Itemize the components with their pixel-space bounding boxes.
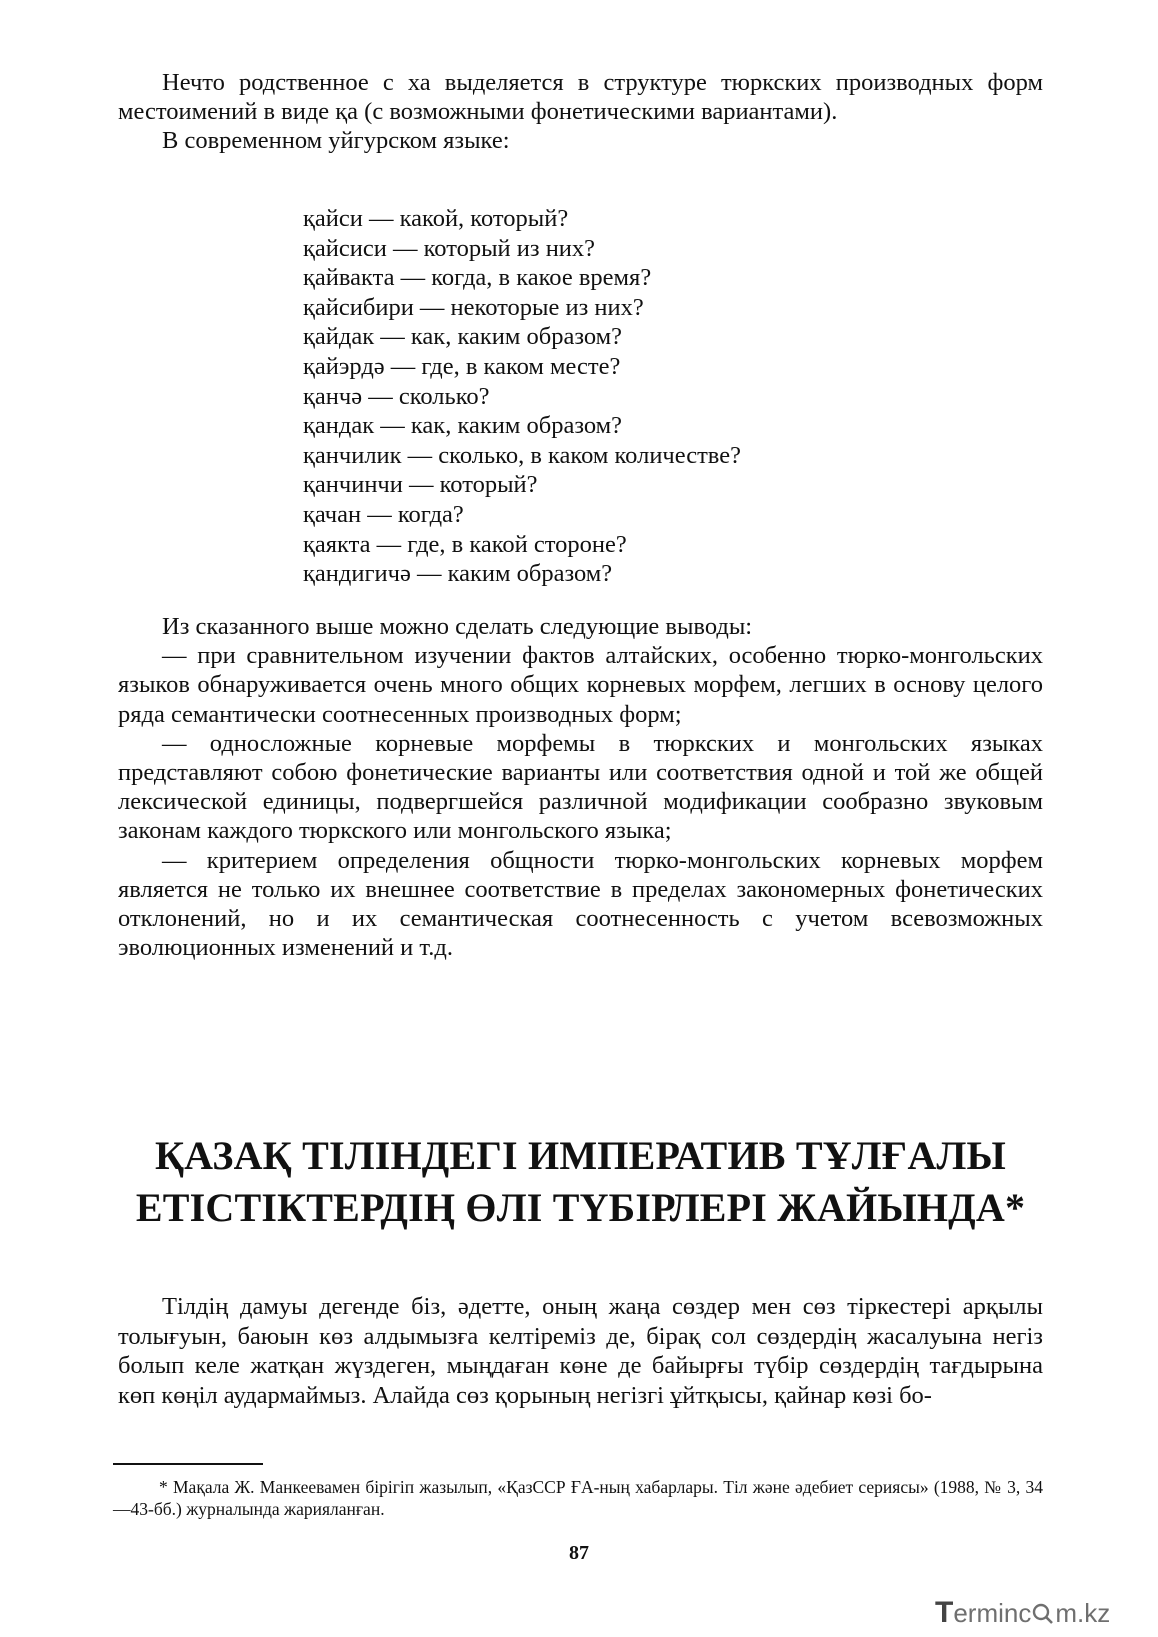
list-item: қанчинчи — который? xyxy=(303,471,538,499)
page-number: 87 xyxy=(569,1542,589,1564)
conclusions-lead: Из сказанного выше можно сделать следующие выводы: xyxy=(162,613,753,640)
watermark-logo xyxy=(935,1595,1145,1631)
list-item: қандак — как, каким образом? xyxy=(303,412,623,440)
footnote: * Мақала Ж. Манкеевамен бірігіп жазылып, «ҚазССР ҒА-ның хабарлары. Тіл және әдебиет сериясы» (1988, № 3, 34—43-бб.) журналында жарияланған. xyxy=(113,1477,1043,1519)
list-item: қайвакта — когда, в какое время? xyxy=(303,264,652,292)
conclusions-section xyxy=(118,612,1043,962)
conclusion-item: — односложные корневые морфемы в тюркских и монгольских языках представляют собою фонетические варианты или соответствия одной и той же общей лексической единицы, подвергшейся различной модификации сообразно звуковым законам каждого тюркского или монгольского языка; xyxy=(118,729,1043,845)
magnifier-icon xyxy=(1031,1602,1055,1626)
intro-paragraph: Нечто родственное с ха выделяется в структуре тюркских производных форм местоимений в виде қа (с возможными фонетическими вариантами). xyxy=(118,69,1043,126)
list-item: қанчилик — сколько, в каком количестве? xyxy=(303,441,741,469)
conclusion-item: — критерием определения общности тюрко-монгольских корневых морфем является не только их внешнее соответствие в пределах закономерных фонетических отклонений, но и их семантическая соотнесенность с учетом всевозможных эволюционных изменений и т.д. xyxy=(118,846,1043,962)
list-item: қанчә — сколько? xyxy=(303,382,490,410)
watermark-letter: T xyxy=(935,1596,954,1629)
watermark-text: erminc xyxy=(953,1598,1032,1628)
conclusion-item: — при сравнительном изучении фактов алтайских, особенно тюрко-монгольских языков обнаруживается очень много общих корневых морфем, легших в основу целого ряда семантически соотнесенных производных форм; xyxy=(118,642,1043,728)
list-item: қачан — когда? xyxy=(303,500,464,528)
list-item: қаякта — где, в какой стороне? xyxy=(303,530,627,558)
kazakh-text-section xyxy=(118,1292,1043,1410)
list-item: қайси — какой, который? xyxy=(303,205,569,232)
kazakh-paragraph: Тілдің дамуы дегенде біз, әдетте, оның жаңа сөздер мен сөз тіркестері арқылы толығуын, баюын көз алдымызға келтіреміз де, бірақ сол сөздердің жасалуына негіз болып келе жатқан жүздеген, мыңдаған көне де байырғы түбір сөздердің тағдырына көп көңіл аудармаймыз. Алайда сөз қорының негізгі ұйтқысы, қайнар көзі бо- xyxy=(118,1293,1043,1409)
article-title-line: ЕТІСТІКТЕРДІҢ ӨЛІ ТҮБІРЛЕРІ ЖАЙЫНДА* xyxy=(135,1185,1026,1230)
list-item: қайдак — как, каким образом? xyxy=(303,323,623,351)
list-item: қайсибири — некоторые из них? xyxy=(303,293,644,321)
uyghur-examples-list xyxy=(303,204,1023,589)
list-item: қандигичә — каким образом? xyxy=(303,560,613,588)
footnote-divider xyxy=(113,1463,263,1465)
intro-section xyxy=(118,68,1043,156)
article-title xyxy=(118,1130,1043,1234)
watermark-text: m.kz xyxy=(1055,1598,1111,1628)
article-title-line: ҚАЗАҚ ТІЛІНДЕГІ ИМПЕРАТИВ ТҰЛҒАЛЫ xyxy=(154,1133,1007,1178)
intro-subheading: В современном уйгурском языке: xyxy=(162,127,510,155)
list-item: қайэрдә — где, в каком месте? xyxy=(303,352,621,380)
list-item: қайсиси — который из них? xyxy=(303,234,596,262)
